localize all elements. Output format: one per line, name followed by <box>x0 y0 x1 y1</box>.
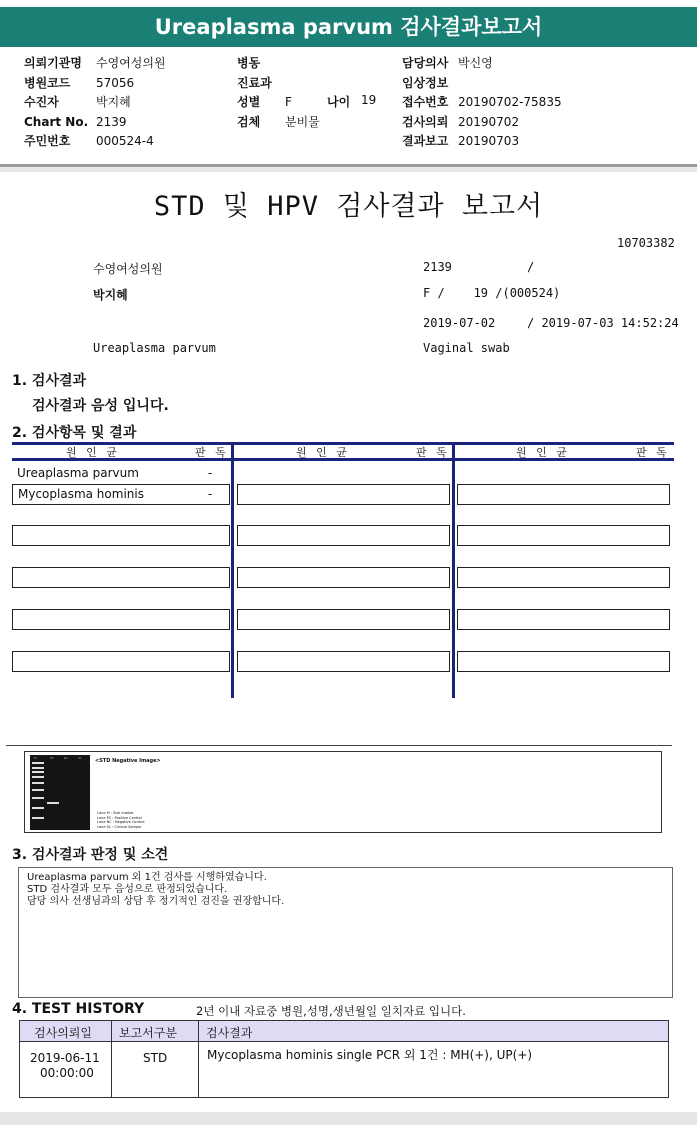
header-result: 판 독 <box>195 446 229 459</box>
gel-electrophoresis-image <box>30 755 90 830</box>
result-cell <box>12 651 230 672</box>
gel-image-panel <box>24 751 662 833</box>
history-header-result: 검사결과 <box>206 1026 253 1040</box>
header-field: 병원코드 57056 <box>24 75 135 90</box>
gel-legend-item: Lane PC : Positive Control <box>97 815 142 820</box>
test-name: Ureaplasma parvum <box>93 341 216 355</box>
result-cell <box>457 567 670 588</box>
header-field: 담당의사 박신영 <box>402 56 493 70</box>
header-field: 수진자 박지혜 <box>24 95 131 109</box>
header-col-2 <box>237 54 320 132</box>
document-number: 10703382 <box>617 236 675 250</box>
history-table-header <box>20 1021 668 1042</box>
result-cell <box>12 525 230 546</box>
header-field: 결과보고 20190703 <box>402 134 520 148</box>
header-field: Chart No. 2139 <box>24 114 127 129</box>
header-field: 성별 F <box>237 95 292 109</box>
gel-band <box>32 789 44 791</box>
result-cell <box>457 525 670 546</box>
age-value: 19 <box>361 93 377 107</box>
remarks-box <box>18 867 673 998</box>
report-title: STD 및 HPV 검사결과 보고서 <box>153 191 544 222</box>
history-note: 2년 이내 자료중 병원,성명,생년월일 일치자료 입니다. <box>196 1004 466 1018</box>
gel-band <box>32 776 44 778</box>
header-field: 검체 분비물 <box>237 114 320 129</box>
gel-lane-label: PC <box>50 756 54 760</box>
table-column-rule <box>452 442 455 698</box>
remark-line: Ureaplasma parvum 외 1건 검사를 시행하였습니다. <box>27 872 267 883</box>
header-field: 임상정보 <box>402 75 449 90</box>
result-cell <box>237 525 450 546</box>
result-cell <box>12 567 230 588</box>
gel-legend-item: Lane M : Size marker <box>97 811 134 815</box>
result-cell <box>237 567 450 588</box>
header-field: 검사의뢰 20190702 <box>402 114 520 129</box>
history-time: 00:00:00 <box>40 1066 94 1080</box>
remark-line: STD 검사결과 모두 음성으로 판정되었습니다. <box>27 884 228 895</box>
result-cell <box>457 484 670 505</box>
header-field: 병동 <box>237 56 261 70</box>
chart-number: 2139 <box>423 260 452 274</box>
history-column-rule <box>111 1021 112 1097</box>
page-footer-band <box>0 1112 697 1125</box>
organism-name: Mycoplasma hominis <box>18 487 144 501</box>
header-result: 판 독 <box>636 446 670 459</box>
gel-lane-label: NC <box>64 756 69 760</box>
header-field: 진료과 <box>237 75 272 90</box>
history-result: Mycoplasma hominis single PCR 외 1건 : MH(+), UP(+) <box>207 1048 533 1062</box>
result-cell <box>237 484 450 505</box>
gel-image-title: <STD Negative Image> <box>95 758 161 764</box>
section-4-title: 4. TEST HISTORY <box>12 1001 145 1017</box>
header-col-1 <box>24 54 166 152</box>
table-column-rule <box>231 442 234 698</box>
patient-name: 박지혜 <box>93 288 128 302</box>
gel-band <box>32 797 44 799</box>
header-organism: 원 인 균 <box>66 446 120 459</box>
chart-slash: / <box>527 260 535 274</box>
organism-result: - <box>208 487 213 501</box>
header-col-3 <box>402 54 562 152</box>
organism-name: Ureaplasma parvum <box>17 466 139 480</box>
history-column-rule <box>198 1021 199 1097</box>
result-cell <box>457 609 670 630</box>
result-summary: 검사결과 음성 입니다. <box>32 398 169 414</box>
history-header-date: 검사의뢰일 <box>34 1026 92 1040</box>
header-organism: 원 인 균 <box>516 446 570 459</box>
section-3-title: 3. 검사결과 판정 및 소견 <box>12 847 169 863</box>
age-label: 나이 <box>327 95 351 109</box>
section-2-title: 2. 검사항목 및 결과 <box>12 425 137 441</box>
gel-band <box>32 807 44 809</box>
history-table <box>19 1020 669 1098</box>
header-result: 판 독 <box>416 446 450 459</box>
gel-band <box>32 762 44 764</box>
gel-section-divider <box>6 745 672 746</box>
gel-legend-item: Lane NC : Negative Control <box>97 820 145 824</box>
reported-datetime: / 2019-07-03 14:52:24 <box>527 316 679 330</box>
gel-band <box>47 802 59 804</box>
received-date: 2019-07-02 <box>423 316 496 330</box>
gel-band <box>32 782 44 784</box>
gel-band <box>32 767 44 769</box>
result-cell <box>457 651 670 672</box>
gel-band <box>32 771 44 773</box>
history-date: 2019-06-11 <box>30 1051 100 1065</box>
organism-result: - <box>208 466 213 480</box>
header-field: 주민번호 000524-4 <box>24 134 154 148</box>
history-header-type: 보고서구분 <box>119 1026 177 1040</box>
gel-lane-label: M <box>34 756 37 760</box>
specimen-type: Vaginal swab <box>423 341 510 355</box>
hospital-name: 수영여성의원 <box>93 262 163 276</box>
report-banner-title: Ureaplasma parvum 검사결과보고서 <box>0 7 697 47</box>
gel-legend <box>97 811 145 829</box>
header-field: 의뢰기관명 수영여성의원 <box>24 56 166 70</box>
header-organism: 원 인 균 <box>296 446 350 459</box>
gel-legend-item: Lane S1 : Clinical Sample <box>97 824 142 829</box>
sex-age: F / 19 /(000524) <box>423 286 561 300</box>
section-1-title: 1. 검사결과 <box>12 373 87 389</box>
header-divider-shadow <box>0 167 697 172</box>
remark-line: 담당 의사 선생님과의 상담 후 정기적인 검진을 권장합니다. <box>27 896 285 907</box>
result-cell <box>237 609 450 630</box>
history-report-type: STD <box>143 1051 168 1065</box>
gel-lane-label: S1 <box>78 756 82 760</box>
result-cell <box>237 651 450 672</box>
gel-band <box>32 817 44 819</box>
header-field: 접수번호 20190702-75835 <box>402 95 562 109</box>
result-cell <box>12 609 230 630</box>
